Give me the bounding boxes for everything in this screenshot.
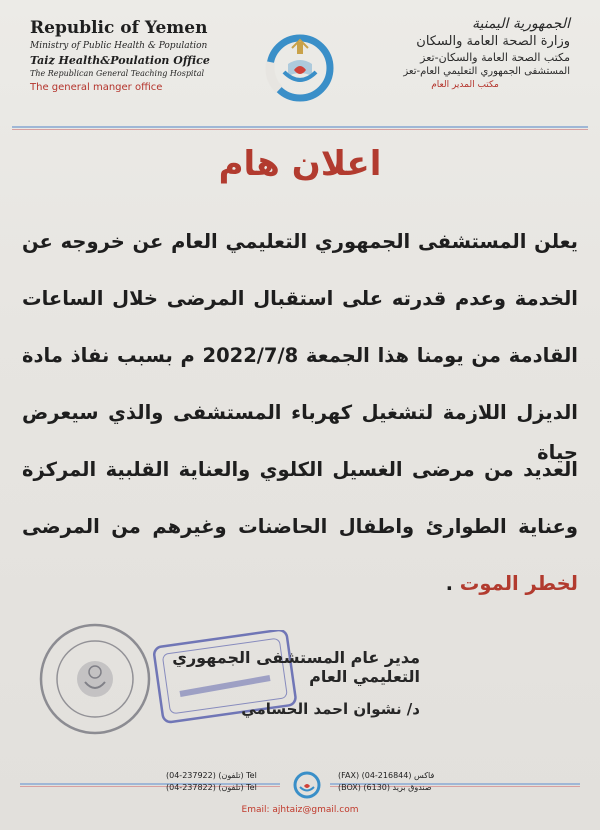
footer-fax-box (338, 770, 434, 794)
header-ar-ministry: وزارة الصحة العامة والسكان (416, 34, 570, 49)
footer-phones (166, 770, 257, 794)
body-last-line (22, 564, 578, 621)
body-last-period: . (445, 572, 453, 595)
body-line: العديد من مرضى الغسيل الكلوي والعناية القلبية المركزة (22, 458, 578, 481)
footer-fax: (FAX) (04-216844) فاكس (338, 771, 435, 780)
announcement-body (22, 222, 578, 621)
body-line: يعلن المستشفى الجمهوري التعليمي العام عن خروجه عن (22, 230, 578, 253)
body-line: الديزل اللازمة لتشغيل كهرباء المستشفى والذي سيعرض حياة (22, 401, 578, 464)
footer-tel-1: (04-237922) (تلفون) Tel (166, 771, 257, 780)
footer-box: (BOX) (6130) صندوق بريد (338, 783, 432, 792)
header-en-hospital: The Republican General Teaching Hospital (30, 69, 205, 78)
body-line: الخدمة وعدم قدرته على استقبال المرضى خلال الساعات (22, 287, 578, 310)
footer-tel-2: (04-237822) (تلفون) Tel (166, 783, 257, 792)
header-divider-red (12, 129, 588, 130)
body-last-text: لخطر الموت (459, 572, 578, 595)
header-en-country: Republic of Yemen (30, 18, 208, 38)
footer-email: Email: ajhtaiz@gmail.com (241, 805, 359, 815)
header-ar-country: الجمهورية اليمنية (471, 16, 570, 32)
header-en-department: The general manger office (30, 82, 163, 93)
header-ar-department: مكتب المدير العام (431, 80, 499, 90)
body-line: وعناية الطوارئ واطفال الحاضنات وغيرهم من المرضى (22, 515, 578, 538)
header-en-ministry: Ministry of Public Health & Population (30, 41, 208, 51)
header-ar-office: مكتب الصحة العامة والسكان-تعز (420, 51, 570, 64)
signature-title: مدير عام المستشفى الجمهوري التعليمي العام (172, 648, 420, 686)
signature-block (100, 648, 420, 718)
header-divider-blue (12, 126, 588, 128)
signature-name: د/ نشوان احمد الحسامي (241, 700, 420, 718)
header-en-office: Taiz Health&Poulation Office (30, 54, 210, 67)
header-english (30, 18, 220, 93)
announcement-title: اعلان هام (218, 144, 382, 184)
header-arabic (380, 16, 570, 90)
header-ar-hospital: المستشفى الجمهوري التعليمي العام-تعز (403, 66, 570, 77)
footer-crest-icon (290, 768, 324, 802)
body-line: القادمة من يومنا هذا الجمعة 2022/7/8 م بسبب نفاذ مادة (22, 344, 578, 367)
hospital-crest-icon (258, 26, 342, 110)
